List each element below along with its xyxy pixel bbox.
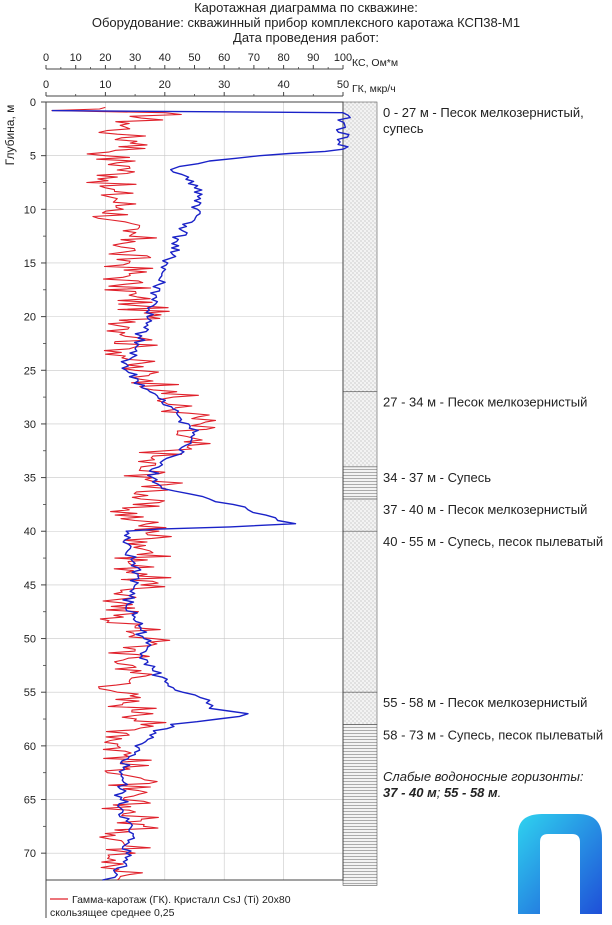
note-horizons-part: . bbox=[497, 785, 502, 800]
brand-logo-mark bbox=[514, 812, 606, 914]
ks-tick-label: 70 bbox=[247, 52, 261, 64]
note-horizons-part: ; bbox=[436, 785, 444, 800]
depth-tick-label: 10 bbox=[23, 204, 36, 217]
chart-title: Каротажная диаграмма по скважине: bbox=[194, 0, 418, 15]
series-layer bbox=[52, 107, 350, 880]
note-horizons-part: 37 - 40 м bbox=[383, 785, 437, 800]
depth-tick-label: 65 bbox=[23, 794, 36, 807]
ks-tick-label: 60 bbox=[218, 52, 231, 64]
ks-tick-label: 40 bbox=[158, 52, 171, 64]
ks-tick-label: 80 bbox=[277, 52, 290, 64]
chart-subtitle-2: Дата проведения работ: bbox=[233, 30, 379, 45]
axes-layer bbox=[3, 52, 398, 918]
lithology-layer bbox=[343, 102, 377, 885]
lithology-label-2: 27 - 34 м - Песок мелкозернистый bbox=[383, 394, 588, 410]
lithology-layer-2 bbox=[343, 392, 377, 467]
depth-tick-label: 60 bbox=[23, 740, 36, 753]
legend-gk-label: Гамма-каротаж (ГК). Кристалл CsJ (Ti) 20x80 bbox=[72, 894, 291, 906]
ks-tick-label: 0 bbox=[42, 52, 50, 64]
ks-tick-label: 100 bbox=[333, 52, 353, 64]
depth-tick-label: 25 bbox=[23, 365, 36, 378]
lithology-label-1: 0 - 27 м - Песок мелкозернистый, bbox=[383, 105, 584, 120]
note-horizons-part: 55 - 58 м bbox=[443, 785, 498, 800]
legend-gk-label-line2: скользящее среднее 0,25 bbox=[50, 907, 175, 919]
depth-tick-label: 50 bbox=[23, 633, 36, 646]
text-layer bbox=[50, 0, 603, 919]
gk-tick-label: 50 bbox=[336, 79, 350, 91]
ks-tick-label: 10 bbox=[69, 52, 82, 64]
gk-axis-label: ГК, мкр/ч bbox=[352, 83, 396, 95]
lithology-label-7: 58 - 73 м - Супесь, песок пылеватый bbox=[383, 727, 604, 743]
note-title: Слабые водоносные горизонты: bbox=[383, 769, 584, 784]
chart-subtitle-1: Оборудование: скважинный прибор комплексного каротажа КСП38-М1 bbox=[91, 15, 521, 30]
lithology-layer-1 bbox=[343, 102, 377, 392]
ks-tick-label: 50 bbox=[188, 52, 201, 64]
depth-tick-label: 5 bbox=[29, 150, 36, 163]
lithology-label-3: 34 - 37 м - Супесь bbox=[383, 469, 492, 485]
lithology-label-1-cont: супесь bbox=[383, 121, 424, 136]
lithology-layer-5 bbox=[343, 531, 377, 692]
gk-tick-label: 40 bbox=[277, 79, 290, 91]
depth-tick-label: 30 bbox=[23, 418, 36, 431]
gk-tick-label: 10 bbox=[99, 79, 112, 91]
lithology-layer-4 bbox=[343, 499, 377, 531]
ks-tick-label: 30 bbox=[128, 52, 142, 64]
depth-tick-label: 20 bbox=[23, 311, 36, 324]
lithology-label-6: 55 - 58 м - Песок мелкозернистый bbox=[383, 695, 588, 711]
ks-tick-label: 90 bbox=[307, 52, 320, 64]
series-ks-line bbox=[52, 111, 350, 880]
depth-tick-label: 55 bbox=[23, 687, 36, 700]
lithology-layer-3 bbox=[343, 467, 377, 499]
brand-logo bbox=[514, 812, 606, 919]
lithology-layer-7 bbox=[343, 724, 377, 885]
depth-axis-label: Глубина, м bbox=[3, 104, 17, 166]
depth-tick-label: 45 bbox=[23, 579, 36, 592]
gk-tick-label: 0 bbox=[42, 79, 50, 91]
depth-tick-label: 40 bbox=[23, 526, 36, 539]
lithology-label-4: 37 - 40 м - Песок мелкозернистый bbox=[383, 502, 588, 518]
note-horizons bbox=[383, 785, 501, 800]
ks-axis-label: КС, Ом*м bbox=[352, 57, 399, 69]
depth-tick-label: 0 bbox=[29, 97, 36, 109]
depth-tick-label: 70 bbox=[23, 848, 36, 861]
gk-tick-label: 30 bbox=[218, 79, 231, 91]
depth-tick-label: 35 bbox=[23, 472, 36, 485]
gk-tick-label: 20 bbox=[158, 79, 171, 91]
depth-tick-label: 15 bbox=[23, 257, 36, 270]
lithology-label-5: 40 - 55 м - Супесь, песок пылеватый bbox=[383, 534, 604, 550]
lithology-layer-6 bbox=[343, 692, 377, 724]
ks-tick-label: 20 bbox=[99, 52, 112, 64]
